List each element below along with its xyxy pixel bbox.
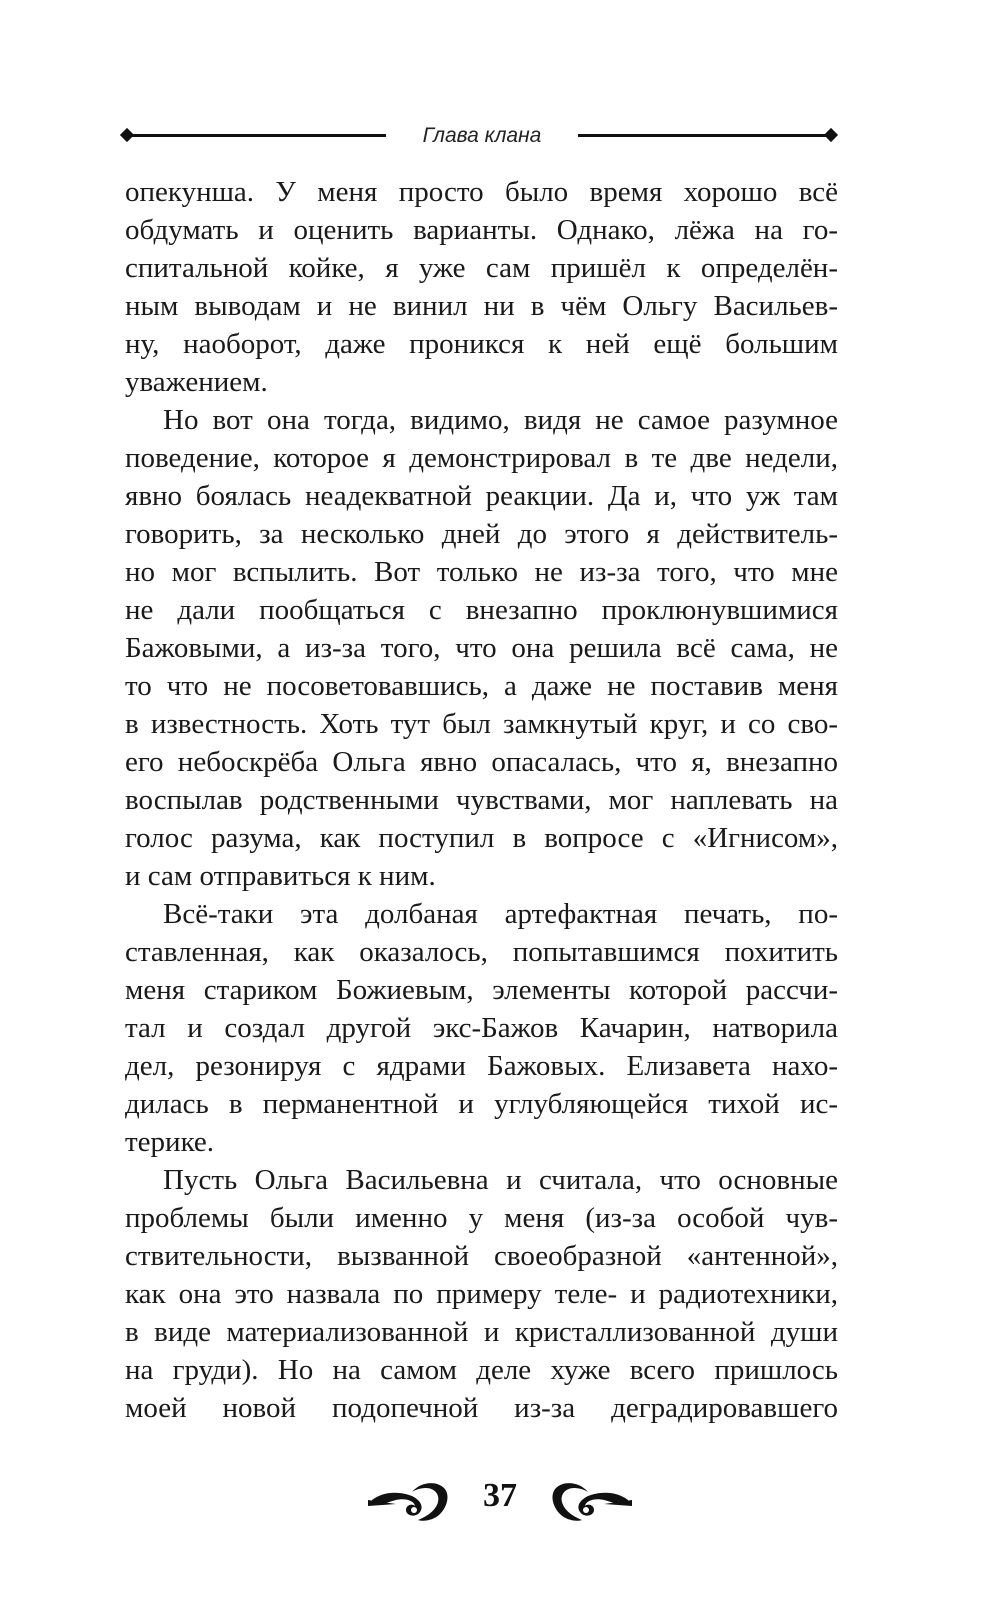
text-line: но мог вспылить. Вот только не из-за того, что мне [125,556,838,588]
text-line: и сам отправиться к ним. [125,860,436,892]
page-number: 37 [483,1477,517,1514]
running-header [122,119,842,153]
page-folio [0,1470,1000,1530]
text-line: голос разума, как поступил в вопросе с «Игнисом», [125,822,838,854]
text-line: говорить, за несколько дней до этого я действитель- [125,518,838,550]
text-line: проблемы были именно у меня (из-за особой чув- [125,1202,838,1234]
header-rule-right [578,134,836,137]
text-line: поведение, которое я демонстрировал в те две недели, [125,442,838,474]
text-line: ставленная, как оказалось, попытавшимся похитить [125,936,838,968]
text-line: дилась в перманентной и углубляющейся тихой ис- [125,1088,838,1120]
text-line: уважением. [125,366,268,398]
text-line: меня стариком Божиевым, элементы которой рассчи- [125,974,838,1006]
text-line: тал и создал другой экс-Бажов Качарин, натворила [125,1012,838,1044]
text-line: в виде материализованной и кристаллизованной души [125,1316,838,1348]
header-rule-left [128,134,386,137]
text-line: воспылав родственными чувствами, мог наплевать на [125,784,838,816]
header-ornament-right [824,128,838,142]
text-line: моей новой подопечной из-за деградировавшего [125,1392,838,1424]
text-line: его небоскрёба Ольга явно опасалась, что я, внезапно [125,746,838,778]
text-line: не дали пообщаться с внезапно проклюнувшимися [125,594,838,626]
scroll-ornament-left-icon [368,1483,447,1521]
text-line: терике. [125,1126,215,1158]
text-line: Всё-таки эта долбаная артефактная печать, по- [163,898,838,930]
chapter-title: Глава клана [422,124,542,147]
text-line: дел, резонируя с ядрами Бажовых. Елизавета нахо- [125,1050,838,1082]
text-line: как она это назвала по примеру теле- и радиотехники, [125,1278,838,1310]
text-line: ным выводам и не винил ни в чём Ольгу Васильев- [125,290,838,322]
body-text [125,173,838,1427]
text-line: на груди). Но на самом деле хуже всего пришлось [125,1354,838,1386]
text-line: спитальной койке, я уже сам пришёл к определён- [125,252,838,284]
scroll-ornament-right-icon [553,1483,632,1521]
text-line: обдумать и оценить варианты. Однако, лёжа на го- [125,214,838,246]
text-line: опекунша. У меня просто было время хорошо всё [125,176,838,208]
text-line: явно боялась неадекватной реакции. Да и, что уж там [125,480,838,512]
text-line: ствительности, вызванной своеобразной «антенной», [125,1240,838,1272]
text-line: то что не посоветовавшись, а даже не поставив меня [125,670,838,702]
text-line: в известность. Хоть тут был замкнутый круг, и со сво- [125,708,838,740]
text-line: ну, наоборот, даже проникся к ней ещё большим [125,328,838,360]
text-line: Пусть Ольга Васильевна и считала, что основные [163,1164,838,1196]
text-line: Но вот она тогда, видимо, видя не самое разумное [163,404,838,436]
text-line: Бажовыми, а из-за того, что она решила всё сама, не [125,632,838,664]
